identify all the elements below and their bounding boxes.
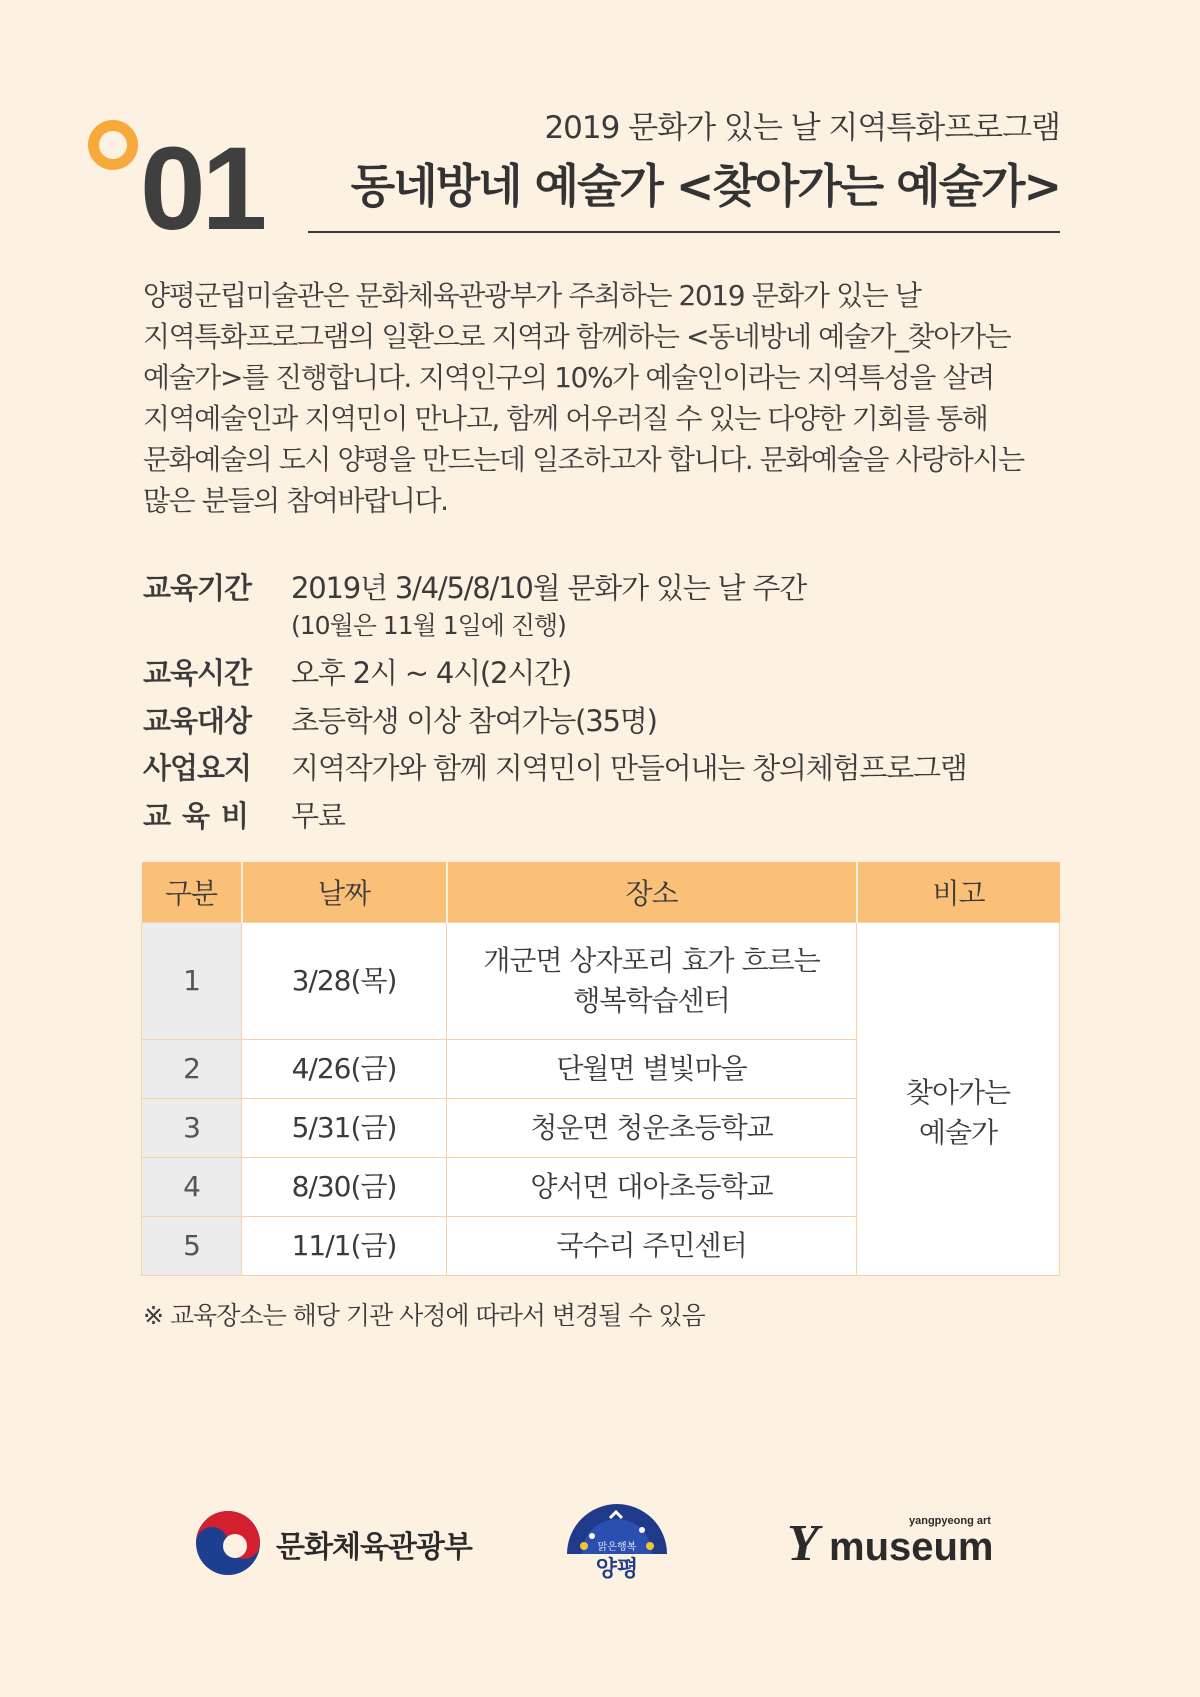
decorative-circle xyxy=(88,120,138,170)
ministry-logo-text: 문화체육관광부 xyxy=(276,1530,472,1565)
row-date: 8/30(금) xyxy=(242,1158,447,1217)
row-no: 4 xyxy=(142,1158,242,1217)
info-value: 지역작가와 함께 지역민이 만들어내는 창의체험프로그램 xyxy=(291,751,967,785)
info-value: 오후 2시 ~ 4시(2시간) xyxy=(291,656,572,690)
row-no: 2 xyxy=(142,1040,242,1099)
header-date: 날짜 xyxy=(242,862,447,923)
row-place: 청운면 청운초등학교 xyxy=(447,1099,857,1158)
page-title: 동네방네 예술가 <찾아가는 예술가> xyxy=(350,159,1060,213)
table-row xyxy=(142,923,1060,1040)
row-note xyxy=(857,923,1060,1276)
row-place: 국수리 주민센터 xyxy=(447,1217,857,1276)
info-value: 무료 xyxy=(291,799,345,833)
row-date: 5/31(금) xyxy=(242,1099,447,1158)
note-line: 예술가 xyxy=(918,1116,998,1149)
info-label: 교육대상 xyxy=(143,704,252,738)
header-place: 장소 xyxy=(447,862,857,923)
info-label: 교육기간 xyxy=(143,571,252,605)
row-no: 5 xyxy=(142,1217,242,1276)
row-date: 3/28(목) xyxy=(242,923,447,1040)
info-note: (10월은 11월 1일에 진행) xyxy=(291,611,566,640)
info-label: 교육비 xyxy=(143,799,261,833)
place-line: 개군면 상자포리 효가 흐르는 xyxy=(483,944,820,977)
row-place: 단월면 별빛마을 xyxy=(447,1040,857,1099)
county-slogan: 맑은행복 xyxy=(597,1542,637,1553)
county-name: 양평 xyxy=(595,1557,639,1582)
row-date: 4/26(금) xyxy=(242,1040,447,1099)
info-value: 초등학생 이상 참여가능(35명) xyxy=(291,704,657,738)
header-note: 비고 xyxy=(857,862,1060,923)
table-header-row xyxy=(142,862,1060,923)
yangpyeong-county-logo xyxy=(562,1496,672,1582)
museum-y-mark-icon: Y xyxy=(787,1515,819,1572)
row-place xyxy=(447,923,857,1040)
taegeuk-emblem-icon xyxy=(195,1510,261,1576)
header-no: 구분 xyxy=(142,862,242,923)
info-label: 사업요지 xyxy=(143,751,252,785)
yangpyeong-art-museum-logo xyxy=(787,1510,1007,1580)
row-no: 3 xyxy=(142,1099,242,1158)
note-line: 찾아가는 xyxy=(905,1076,1011,1109)
info-value: 2019년 3/4/5/8/10월 문화가 있는 날 주간 xyxy=(291,571,807,605)
museum-subtitle: yangpyeong art xyxy=(909,1515,991,1527)
row-place: 양서면 대아초등학교 xyxy=(447,1158,857,1217)
row-date: 11/1(금) xyxy=(242,1217,447,1276)
intro-paragraph: 양평군립미술관은 문화체육관광부가 주최하는 2019 문화가 있는 날 지역특화프로그램의 일환으로 지역과 함께하는 <동네방네 예술가_찾아가는 예술가>를 진행합니다. 지역인구의 10%가 예술인이라는 지역특성을 살려 지역예술인과 지역민이 만나고, 함께 어우러질 수 있는 다양한 기회를 통해 문화예술의 도시 양평을 만드는데 일조하고자 합니다. 문화예술을 사랑하시는 많은 분들의 참여바랍니다. xyxy=(143,279,1024,517)
title-divider xyxy=(308,231,1060,233)
schedule-table xyxy=(141,862,1060,1276)
place-line: 행복학습센터 xyxy=(573,984,730,1017)
museum-wordmark: museum xyxy=(829,1525,994,1569)
row-no: 1 xyxy=(142,923,242,1040)
footnote: ※ 교육장소는 해당 기관 사정에 따라서 변경될 수 있음 xyxy=(143,1301,705,1330)
info-label: 교육시간 xyxy=(143,656,252,690)
page-subtitle: 2019 문화가 있는 날 지역특화프로그램 xyxy=(544,110,1060,146)
section-number: 01 xyxy=(140,123,264,255)
